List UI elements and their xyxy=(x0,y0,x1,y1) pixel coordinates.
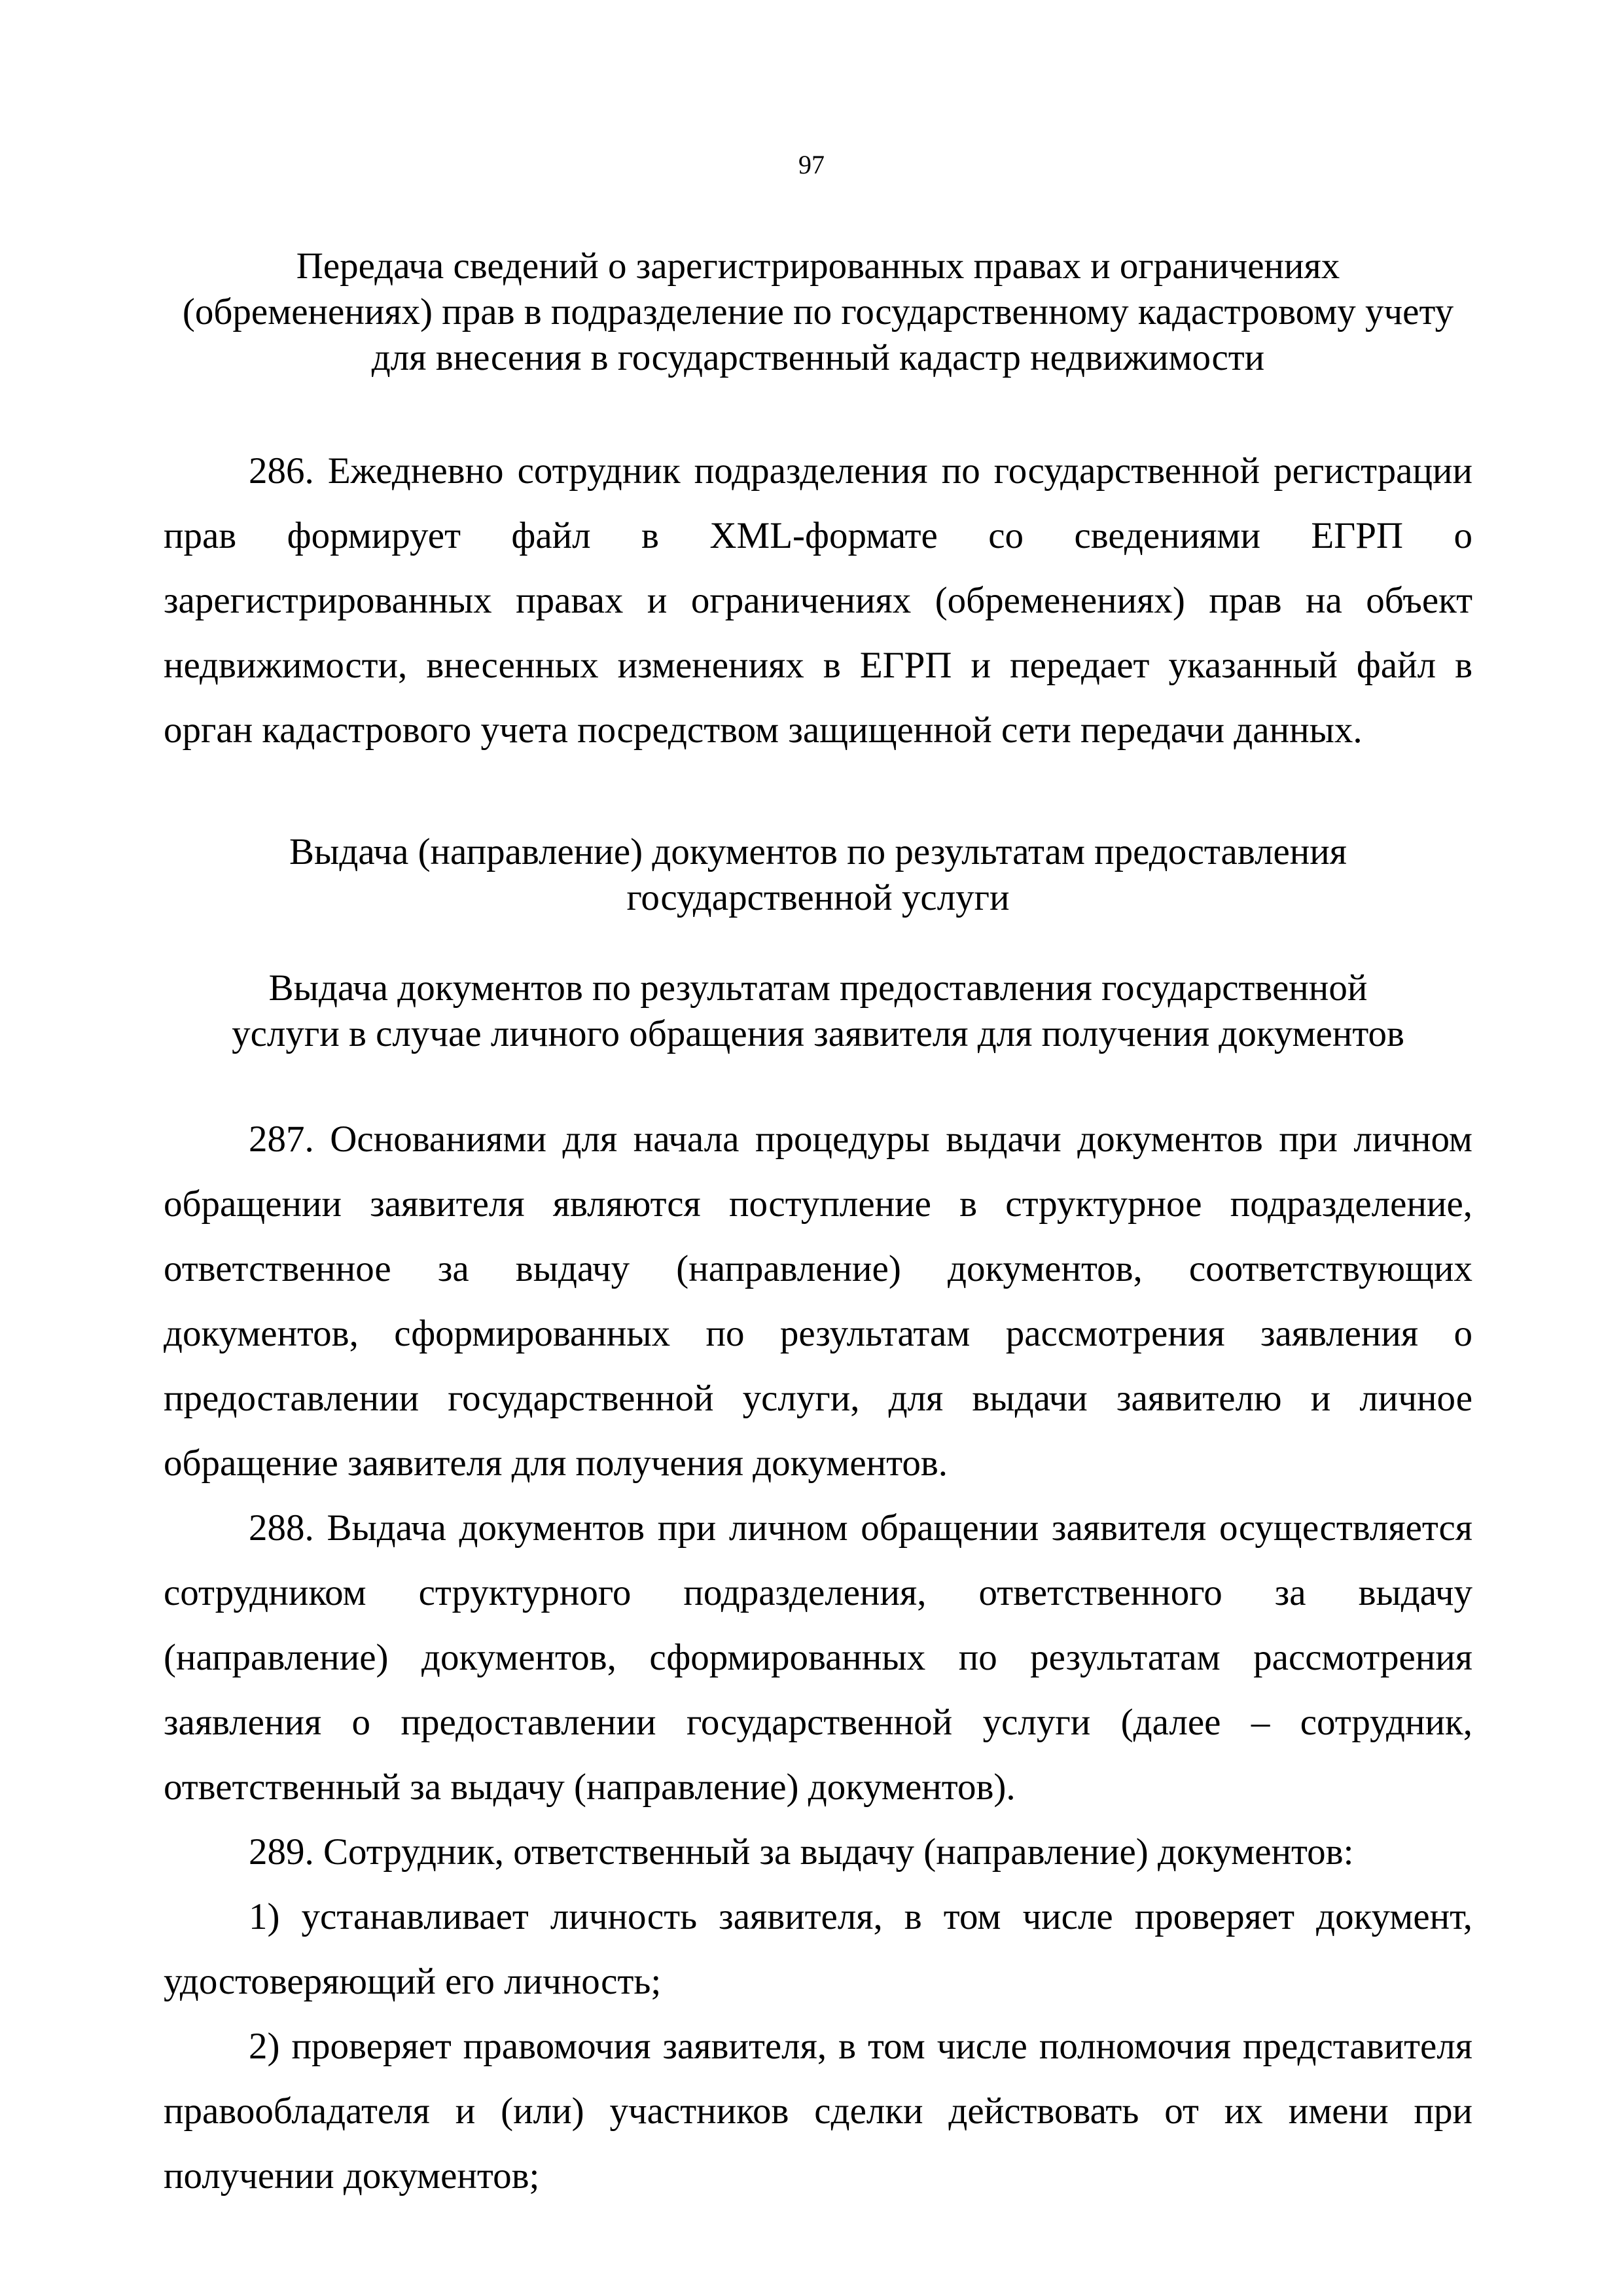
page-content xyxy=(164,243,1472,2208)
section-heading-transfer xyxy=(164,243,1472,381)
list-item-1: 1) устанавливает личность заявителя, в том числе проверяет документ, удостоверяющий его личность; xyxy=(164,1896,1472,2002)
list-item-2: 2) проверяет правомочия заявителя, в том числе полномочия представителя правообладателя и (или) участников сделки действовать от их имени при получении документов; xyxy=(164,2026,1472,2197)
heading-line: Выдача документов по результатам предоставления государственной xyxy=(268,967,1368,1009)
page-number: 97 xyxy=(798,150,825,179)
paragraph-287: 287. Основаниями для начала процедуры выдачи документов при личном обращении заявителя являются поступление в структурное подразделение, ответственное за выдачу (направление) документов, соответствующих документов, сформированных по результатам рассмотрения заявления о предоставлении государственной услуги, для выдачи заявителю и личное обращение заявителя для получения документов. xyxy=(164,1119,1472,1484)
paragraph-286: 286. Ежедневно сотрудник подразделения по государственной регистрации прав формирует файл в XML-формате со сведениями ЕГРП о зарегистрированных правах и ограничениях (обременениях) прав на объект недвижимости, внесенных изменениях в ЕГРП и передает указанный файл в орган кадастрового учета посредством защищенной сети передачи данных. xyxy=(164,450,1472,751)
subsection-heading-personal-visit xyxy=(164,965,1472,1057)
heading-line: Выдача (направление) документов по результатам предоставления xyxy=(289,831,1347,872)
paragraph-289: 289. Сотрудник, ответственный за выдачу (направление) документов: xyxy=(249,1831,1354,1873)
paragraph-288: 288. Выдача документов при личном обращении заявителя осуществляется сотрудником структурного подразделения, ответственного за выдачу (направление) документов, сформированных по результатам рассмотрения заявления о предоставлении государственной услуги (далее – сотрудник, ответственный за выдачу (направление) документов). xyxy=(164,1507,1472,1808)
heading-line: государственной услуги xyxy=(626,877,1010,918)
heading-line: Передача сведений о зарегистрированных правах и ограничениях xyxy=(296,245,1340,287)
heading-line: услуги в случае личного обращения заявителя для получения документов xyxy=(232,1013,1404,1054)
section-heading-issuance xyxy=(164,829,1472,921)
heading-line: (обременениях) прав в подразделение по государственному кадастровому учету xyxy=(182,291,1454,332)
heading-line: для внесения в государственный кадастр недвижимости xyxy=(371,337,1265,378)
